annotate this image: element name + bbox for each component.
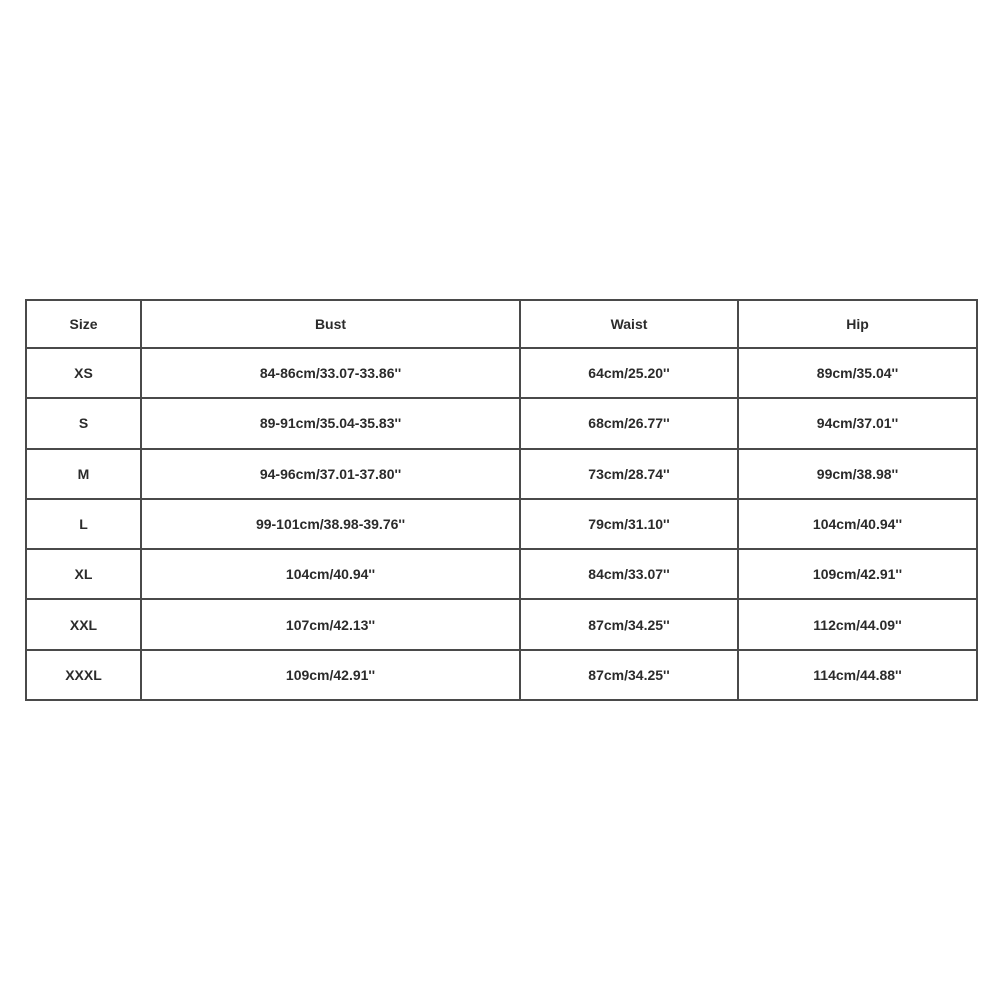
cell-bust: 104cm/40.94'' [141,549,520,599]
cell-hip: 112cm/44.09'' [738,599,977,649]
cell-bust: 107cm/42.13'' [141,599,520,649]
cell-waist: 87cm/34.25'' [520,650,738,700]
cell-size: L [26,499,141,549]
cell-waist: 87cm/34.25'' [520,599,738,649]
cell-bust: 84-86cm/33.07-33.86'' [141,348,520,398]
table-row [26,599,977,649]
cell-size: XXL [26,599,141,649]
cell-hip: 109cm/42.91'' [738,549,977,599]
cell-waist: 64cm/25.20'' [520,348,738,398]
cell-hip: 94cm/37.01'' [738,398,977,448]
cell-size: M [26,449,141,499]
table-row [26,398,977,448]
header-size: Size [26,300,141,348]
table-header-row [26,300,977,348]
cell-bust: 99-101cm/38.98-39.76'' [141,499,520,549]
table-row [26,650,977,700]
header-waist: Waist [520,300,738,348]
table-row [26,549,977,599]
cell-waist: 84cm/33.07'' [520,549,738,599]
table-row [26,499,977,549]
table-row [26,348,977,398]
cell-size: S [26,398,141,448]
size-chart-table [25,299,978,701]
cell-hip: 89cm/35.04'' [738,348,977,398]
cell-size: XS [26,348,141,398]
cell-bust: 94-96cm/37.01-37.80'' [141,449,520,499]
table-row [26,449,977,499]
cell-size: XL [26,549,141,599]
cell-hip: 99cm/38.98'' [738,449,977,499]
cell-bust: 89-91cm/35.04-35.83'' [141,398,520,448]
cell-waist: 79cm/31.10'' [520,499,738,549]
cell-waist: 68cm/26.77'' [520,398,738,448]
cell-waist: 73cm/28.74'' [520,449,738,499]
cell-hip: 104cm/40.94'' [738,499,977,549]
header-hip: Hip [738,300,977,348]
cell-bust: 109cm/42.91'' [141,650,520,700]
cell-hip: 114cm/44.88'' [738,650,977,700]
header-bust: Bust [141,300,520,348]
cell-size: XXXL [26,650,141,700]
